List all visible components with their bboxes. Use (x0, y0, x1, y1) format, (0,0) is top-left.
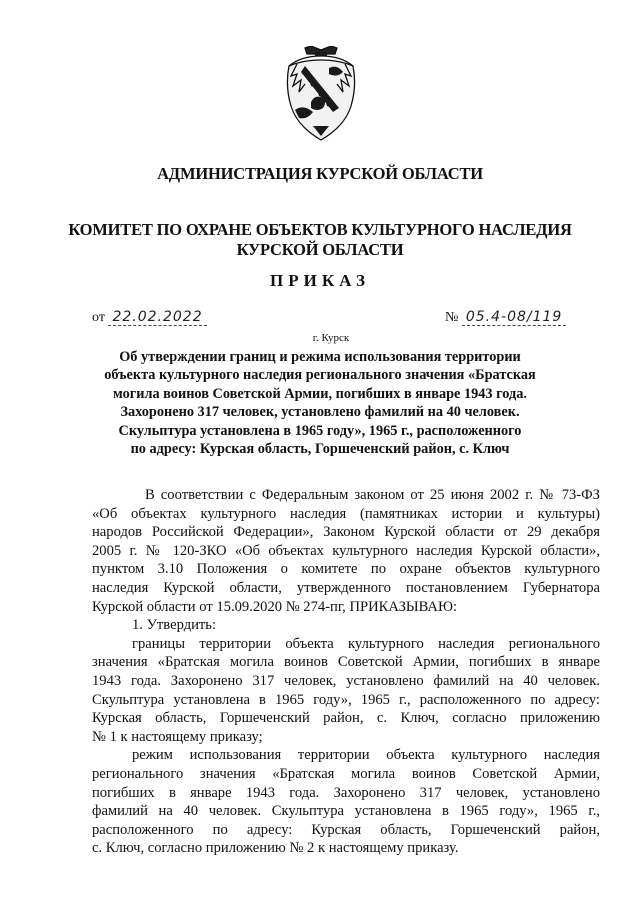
subject-line: объекта культурного наследия регионального значения «Братская (104, 367, 536, 384)
body-line: погибших в январе 1943 года. Захоронено 317 человек, установлено (92, 784, 600, 801)
usage-regime-paragraph (92, 746, 600, 858)
order-number (445, 309, 566, 326)
subject-line: Захоронено 317 человек, установлено фамилий на 40 человек. (120, 404, 520, 421)
city-label: г. Курск (312, 332, 350, 344)
body-line: Скульптура установлена в 1965 году», 1965 г., расположенного по адресу: (92, 691, 600, 708)
date-prefix: от (92, 310, 105, 325)
subject-line: могила воинов Советской Армии, погибших в январе 1943 года. (113, 385, 527, 402)
subject-line: Об утверждении границ и режима использования территории (119, 349, 521, 365)
body-line: с. Ключ, согласно приложению № 2 к настоящему приказу. (92, 840, 459, 857)
body-line: регионального значения «Братская могила воинов Советской Армии, (92, 765, 600, 782)
order-heading: ПРИКАЗ (270, 271, 370, 290)
number-prefix: № (445, 310, 459, 325)
body-line: «Об объектах культурного наследия (памятниках истории и культуры) (92, 505, 600, 522)
body-line: Курская область, Горшеченский район, с. Ключ, согласно приложению (92, 710, 600, 727)
handwritten-date: 22.02.2022 (108, 309, 206, 326)
order-subject (100, 348, 540, 458)
boundaries-paragraph (92, 635, 600, 747)
body-line: В соответствии с Федеральным законом от 25 июня 2002 г. № 73-ФЗ (145, 487, 600, 503)
body-line: № 1 к настоящему приказу; (92, 728, 263, 745)
committee-title-line-1: КОМИТЕТ ПО ОХРАНЕ ОБЪЕКТОВ КУЛЬТУРНОГО НАСЛЕДИЯ (68, 220, 572, 239)
body-line: наследия Курской области, утвержденного постановлением Губернатора (92, 579, 600, 596)
body-line: значения «Братская могила воинов Советской Армии, погибших в январе (92, 654, 600, 671)
preamble-paragraph (92, 486, 600, 616)
body-line: границы территории объекта культурного наследия регионального (132, 635, 600, 652)
body-line: 1943 года. Захоронено 317 человек, установлено фамилий на 40 человек. (92, 672, 600, 689)
body-line: Курской области от 15.09.2020 № 274-пг, ПРИКАЗЫВАЮ: (92, 598, 458, 615)
body-line: расположенного по адресу: Курская область, Горшеченский район, (92, 821, 600, 838)
item-1-heading: 1. Утвердить: (132, 617, 217, 634)
body-line: 2005 г. № 120-ЗКО «Об объектах культурного наследия Курской области», (92, 542, 600, 559)
committee-title-line-2: КУРСКОЙ ОБЛАСТИ (236, 240, 404, 259)
subject-line: по адресу: Курская область, Горшеченский район, с. Ключ (130, 441, 510, 458)
kursk-coat-of-arms-emblem (283, 46, 359, 142)
committee-title (0, 220, 640, 260)
body-line: народов Российской Федерации», Законом Курской области от 29 декабря (92, 524, 600, 541)
subject-line: Скульптура установлена в 1965 году», 1965 г., расположенного (118, 422, 522, 439)
body-line: пунктом 3.10 Положения о комитете по охране объектов культурного (92, 561, 600, 578)
body-line: фамилий на 40 человек. Скульптура установлена в 1965 году», 1965 г., (92, 803, 600, 820)
order-body (92, 486, 600, 858)
order-date (92, 309, 207, 326)
body-line: режим использования территории объекта культурного наследия (132, 747, 600, 764)
administration-title: АДМИНИСТРАЦИЯ КУРСКОЙ ОБЛАСТИ (157, 164, 483, 183)
handwritten-number: 05.4-08/119 (462, 309, 566, 326)
